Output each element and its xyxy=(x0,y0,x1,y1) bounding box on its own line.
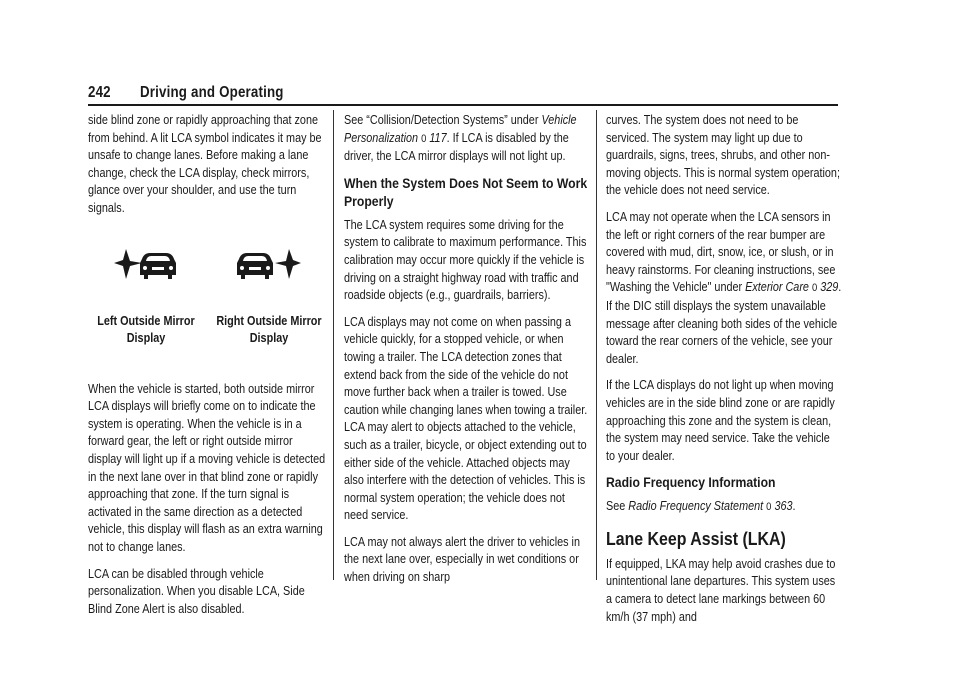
column-3 xyxy=(606,112,842,635)
paragraph: The LCA system requires some driving for the system to calibrate to maximum performance. This calibration may occur more quickly if the vehicle is driving on a straight highway road with traffic and roadside objects (e.g., guardrails, barriers). xyxy=(344,217,587,303)
page-ref-arrow-icon: 0 xyxy=(811,282,818,295)
section-heading: When the System Does Not Seem to Work Properly xyxy=(344,175,588,210)
column-1 xyxy=(88,112,328,627)
left-lca-symbol-icon xyxy=(114,245,178,285)
left-mirror-figure xyxy=(88,227,204,348)
paragraph: LCA may not operate when the LCA sensors in the left or right corners of the rear bumper are covered with mud, dirt, snow, ice, or slush, or in heavy rainstorms. For cleaning instructions, see "Washing the Vehicle" under Exterior Care 0 329. If the DIC still displays the system unavailable message after cleaning both sides of the vehicle toward the rear corners of the vehicle, see your dealer. xyxy=(606,209,842,366)
major-heading: Lane Keep Assist (LKA) xyxy=(606,527,786,549)
paragraph: When the vehicle is started, both outside mirror LCA displays will briefly come on to indicate the system is operating. When the vehicle is in a forward gear, the left or right outside mirror display will light up if a moving vehicle is detected in the next lane over in that blind zone or rapidly approaching that zone. If the turn signal is activated in the same direction as a detected vehicle, this display will flash as an extra warning not to change lanes. xyxy=(88,381,326,554)
cross-reference-link[interactable]: Exterior Care xyxy=(745,280,809,295)
page-ref-number[interactable]: 329 xyxy=(817,280,839,295)
page-header xyxy=(88,84,838,106)
column-2 xyxy=(344,112,590,596)
right-mirror-figure xyxy=(206,227,332,348)
page-number: 242 xyxy=(88,84,111,101)
paragraph: See “Collision/Detection Systems” under Vehicle Personalization 0 117. If LCA is disabled by the driver, the LCA mirror displays will not light up. xyxy=(344,113,577,164)
lca-mirror-figure xyxy=(88,227,328,377)
section-heading: Radio Frequency Information xyxy=(606,475,776,492)
paragraph: If the LCA displays do not light up when moving vehicles are in the side blind zone or are rapidly approaching this zone and the system is clean, the system may need service. Take the vehicle to your dealer. xyxy=(606,378,835,463)
column-divider xyxy=(333,110,334,580)
paragraph: See Radio Frequency Statement 0 363. xyxy=(606,499,796,514)
paragraph: LCA displays may not come on when passing a vehicle quickly, for a stopped vehicle, or when towing a trailer. The LCA detection zones that extend back from the side of the vehicle do not move further back when a trailer is towed. Use caution while changing lanes when towing a trailer. LCA may alert to objects attached to the vehicle, such as a trailer, bicycle, or object extending out to either side of the vehicle. Attached objects may also interfere with the detection of vehicles. This is normal system operation; the vehicle does not need service. xyxy=(344,314,588,523)
right-lca-symbol-icon xyxy=(237,245,301,285)
section-title: Driving and Operating xyxy=(140,84,284,101)
page-ref-number[interactable]: 117 xyxy=(426,130,447,145)
paragraph: LCA can be disabled through vehicle personalization. When you disable LCA, Side Blind Zone Alert is also disabled. xyxy=(88,566,305,616)
paragraph: curves. The system does not need to be serviced. The system may light up due to guardrails, signs, trees, shrubs, and other non-moving objects. This is normal system operation; the vehicle does not need service. xyxy=(606,113,840,198)
column-divider xyxy=(596,110,597,580)
page-ref-number[interactable]: 363 xyxy=(771,499,793,514)
right-caption: Right Outside Mirror Display xyxy=(216,313,322,345)
paragraph: LCA may not always alert the driver to vehicles in the next lane over, especially in wet conditions or when driving on sharp xyxy=(344,534,580,585)
paragraph: If equipped, LKA may help avoid crashes due to unintentional lane departures. This system uses a camera to detect lane markings between 60 km/h (37 mph) and xyxy=(606,556,836,624)
header-rule xyxy=(88,104,838,106)
cross-reference-link[interactable]: Radio Frequency Statement xyxy=(628,499,764,514)
page-ref-arrow-icon: 0 xyxy=(421,132,427,145)
page-ref-arrow-icon: 0 xyxy=(766,501,772,514)
cross-reference-link[interactable]: Vehicle Personalization xyxy=(344,113,577,145)
paragraph: side blind zone or rapidly approaching that zone from behind. A lit LCA symbol indicates it may be unsafe to change lanes. Before making a lane change, check the LCA display, check mirrors, glance over your shoulder, and use the turn signals. xyxy=(88,113,322,215)
left-caption: Left Outside Mirror Display xyxy=(97,313,195,345)
